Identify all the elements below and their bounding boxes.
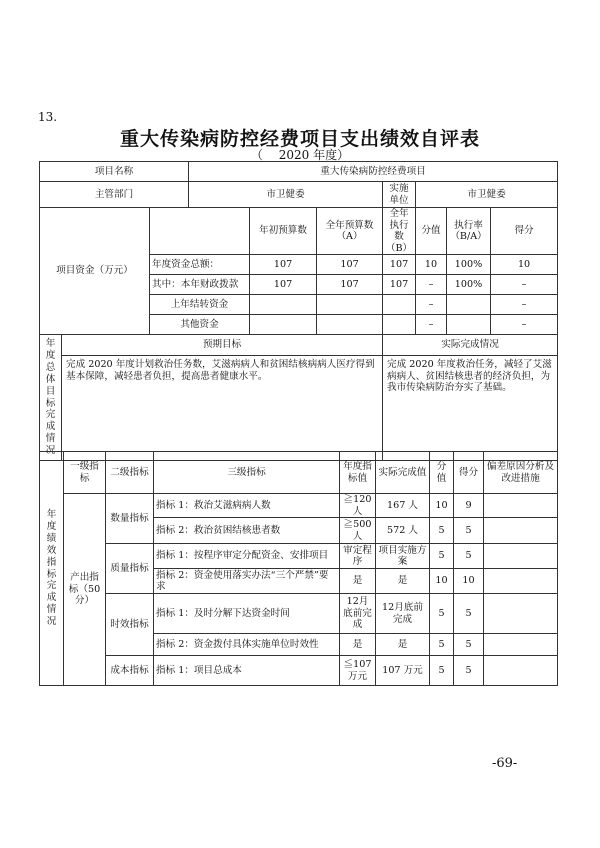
col-deviation: 偏差原因分析及改进措施 xyxy=(484,452,558,494)
dept-value: 市卫健委 xyxy=(189,182,383,208)
funds-cell: – xyxy=(491,315,558,335)
level2-quantity: 数量指标 xyxy=(106,494,154,544)
funds-cell: 107 xyxy=(250,275,317,295)
indicator-weight: 5 xyxy=(430,656,454,686)
project-name-label: 项目名称 xyxy=(40,162,189,182)
expected-goal-header: 预期目标 xyxy=(62,335,383,356)
actual-result-text: 完成 2020 年度救治任务，减轻了艾滋病病人、贫困结核患者的经济负担，为我市传染病防治夯实了基础。 xyxy=(383,356,558,461)
actual-result-header: 实际完成情况 xyxy=(383,335,558,356)
indicator-target: ≦107万元 xyxy=(340,656,376,686)
level2-timeliness: 时效指标 xyxy=(106,594,154,656)
performance-label: 年度绩效指标完成情况 xyxy=(40,452,64,686)
funds-cell xyxy=(250,295,317,315)
indicator-score: 5 xyxy=(454,594,484,634)
level2-cost: 成本指标 xyxy=(106,656,154,686)
indicator-score: 10 xyxy=(454,569,484,594)
indicator-weight: 5 xyxy=(430,634,454,656)
funds-cell xyxy=(383,295,416,315)
year-line: （ 2020 年度） xyxy=(250,148,350,162)
funds-cell: – xyxy=(416,275,447,295)
indicator-name: 指标 1：救治艾滋病病人数 xyxy=(154,494,340,518)
indicator-actual: 是 xyxy=(376,634,430,656)
indicator-target: 审定程序 xyxy=(340,544,376,569)
funds-cell: – xyxy=(491,295,558,315)
indicator-note xyxy=(484,544,558,569)
indicator-actual: 项目实施方案 xyxy=(376,544,430,569)
indicator-weight: 10 xyxy=(430,494,454,518)
col-annual-budget: 全年预算数（A） xyxy=(317,208,383,255)
col-level2: 二级指标 xyxy=(106,452,154,494)
col-target: 年度指标值 xyxy=(340,452,376,494)
funds-cell: 107 xyxy=(250,255,317,275)
indicator-name: 指标 1：及时分解下达资金时间 xyxy=(154,594,340,634)
funds-blank-header xyxy=(150,208,250,255)
funds-row-name: 其他资金 xyxy=(150,315,250,335)
level2-quality: 质量指标 xyxy=(106,544,154,594)
indicator-actual: 12月底前完成 xyxy=(376,594,430,634)
col-executed: 全年执行数（B） xyxy=(383,208,416,255)
performance-table xyxy=(39,451,558,686)
funds-cell: 107 xyxy=(383,255,416,275)
page-title: 重大传染病防控经费项目支出绩效自评表 xyxy=(119,128,480,150)
funds-row-name: 年度资金总额： xyxy=(150,255,250,275)
indicator-score: 9 xyxy=(454,494,484,518)
indicator-actual: 107 万元 xyxy=(376,656,430,686)
indicator-target: 是 xyxy=(340,634,376,656)
col-score: 得分 xyxy=(454,452,484,494)
indicator-note xyxy=(484,494,558,518)
funds-cell xyxy=(317,315,383,335)
indicator-target: ≧120人 xyxy=(340,494,376,518)
impl-unit-value: 市卫健委 xyxy=(416,182,558,208)
funds-cell xyxy=(447,315,491,335)
indicator-actual: 572 人 xyxy=(376,518,430,544)
project-name-value: 重大传染病防控经费项目 xyxy=(189,162,558,182)
indicator-name: 指标 2：资金使用落实办法“三个严禁”要求 xyxy=(154,569,340,594)
indicator-weight: 5 xyxy=(430,544,454,569)
funds-cell: – xyxy=(491,275,558,295)
indicator-target: 是 xyxy=(340,569,376,594)
funds-row-name: 其中：本年财政拨款 xyxy=(150,275,250,295)
goals-label: 年度总体目标完成情况 xyxy=(40,335,62,461)
funds-cell: 107 xyxy=(317,275,383,295)
col-exec-rate: 执行率（B/A） xyxy=(447,208,491,255)
funds-cell xyxy=(383,315,416,335)
indicator-note xyxy=(484,569,558,594)
funds-table xyxy=(39,161,558,461)
funds-cell: 10 xyxy=(416,255,447,275)
indicator-actual: 是 xyxy=(376,569,430,594)
indicator-score: 5 xyxy=(454,634,484,656)
col-level3: 三级指标 xyxy=(154,452,340,494)
indicator-note xyxy=(484,518,558,544)
indicator-name: 指标 1：项目总成本 xyxy=(154,656,340,686)
indicator-name: 指标 2：救治贫困结核患者数 xyxy=(154,518,340,544)
funds-label: 项目资金（万元） xyxy=(40,208,150,335)
indicator-name: 指标 1：按程序审定分配资金、安排项目 xyxy=(154,544,340,569)
indicator-note xyxy=(484,656,558,686)
indicator-target: ≧500人 xyxy=(340,518,376,544)
funds-cell: – xyxy=(416,315,447,335)
indicator-actual: 167 人 xyxy=(376,494,430,518)
col-initial-budget: 年初预算数 xyxy=(250,208,317,255)
page-number: -69- xyxy=(492,756,518,771)
col-score: 得分 xyxy=(491,208,558,255)
section-number: 13. xyxy=(38,110,58,124)
indicator-weight: 5 xyxy=(430,594,454,634)
dept-label: 主管部门 xyxy=(40,182,189,208)
indicator-weight: 5 xyxy=(430,518,454,544)
level1-output-indicator: 产出指标（50分） xyxy=(64,494,106,686)
indicator-name: 指标 2：资金拨付具体实施单位时效性 xyxy=(154,634,340,656)
funds-cell: 10 xyxy=(491,255,558,275)
funds-cell: 100% xyxy=(447,275,491,295)
col-level1: 一级指标 xyxy=(64,452,106,494)
funds-cell: 100% xyxy=(447,255,491,275)
indicator-target: 12月底前完成 xyxy=(340,594,376,634)
funds-cell: 107 xyxy=(317,255,383,275)
funds-row-name: 上年结转资金 xyxy=(150,295,250,315)
indicator-score: 5 xyxy=(454,544,484,569)
indicator-note xyxy=(484,594,558,634)
col-weight: 分值 xyxy=(430,452,454,494)
expected-goal-text: 完成 2020 年度计划救治任务数，艾滋病病人和贫困结核病病人医疗得到基本保障，减轻患者负担，提高患者健康水平。 xyxy=(62,356,383,461)
funds-cell: 107 xyxy=(383,275,416,295)
indicator-score: 5 xyxy=(454,656,484,686)
funds-cell xyxy=(447,295,491,315)
indicator-weight: 10 xyxy=(430,569,454,594)
impl-unit-label: 实施单位 xyxy=(383,182,416,208)
funds-cell: – xyxy=(416,295,447,315)
funds-cell xyxy=(250,315,317,335)
funds-cell xyxy=(317,295,383,315)
indicator-score: 5 xyxy=(454,518,484,544)
col-actual: 实际完成值 xyxy=(376,452,430,494)
indicator-note xyxy=(484,634,558,656)
col-weight: 分值 xyxy=(416,208,447,255)
